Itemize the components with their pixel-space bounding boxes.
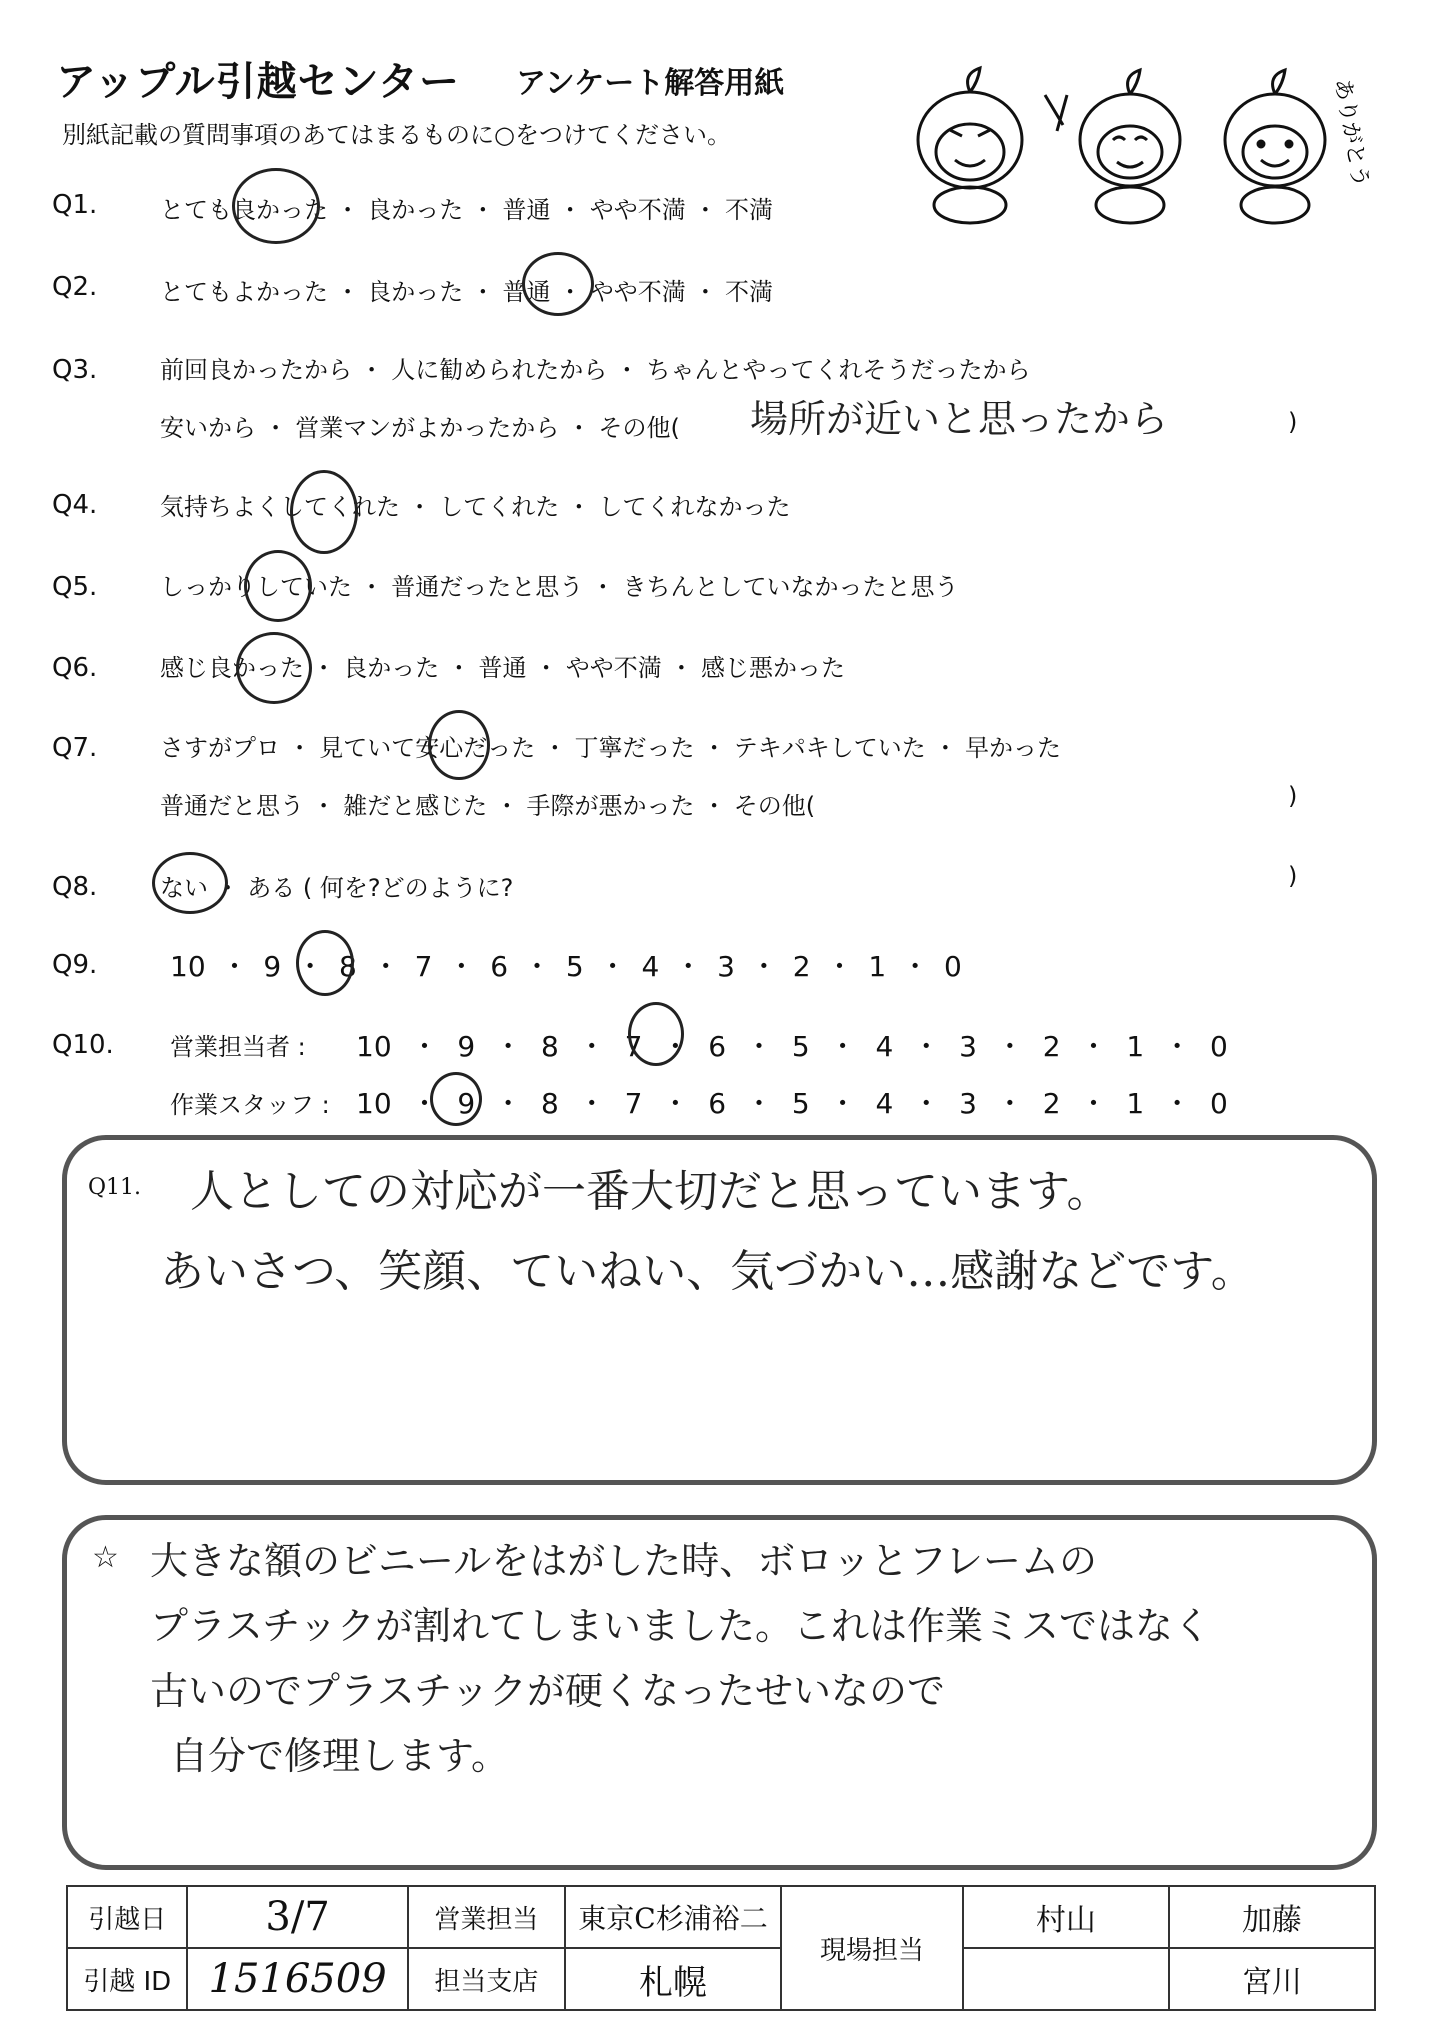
move-id-value: 1516509 bbox=[187, 1948, 407, 2010]
q7-answer-circle bbox=[428, 710, 490, 780]
q11-answer-line2: あいさつ、笑顔、ていねい、気づかい…感謝などです。 bbox=[160, 1246, 1255, 1297]
q10-staff-answer-circle bbox=[430, 1072, 482, 1126]
form-title: アップル引越センター bbox=[56, 59, 460, 105]
q10-staff-label: 作業スタッフ : bbox=[170, 1091, 330, 1119]
sales-label: 営業担当 bbox=[408, 1886, 565, 1948]
move-id-label: 引越 ID bbox=[67, 1948, 187, 2010]
q2-options: とてもよかった ・ 良かった ・ 普通 ・ やや不満 ・ 不満 bbox=[160, 278, 774, 306]
q10-staff-scale: 10 ・ 9 ・ 8 ・ 7 ・ 6 ・ 5 ・ 4 ・ 3 ・ 2 ・ 1 ・ 0 bbox=[356, 1087, 1228, 1120]
q1-label: Q1. bbox=[52, 190, 98, 220]
form-subtitle: アンケート解答用紙 bbox=[516, 66, 785, 101]
q5-label: Q5. bbox=[52, 572, 98, 602]
monkey-mascots-illustration bbox=[895, 40, 1373, 225]
q8-answer-circle bbox=[152, 852, 228, 914]
q3-other-answer: 場所が近いと思ったから bbox=[750, 397, 1169, 441]
q7-label: Q7. bbox=[52, 733, 98, 763]
q3-options-line1: 前回良かったから ・ 人に勧められたから ・ ちゃんとやってくれそうだったから bbox=[160, 356, 1031, 384]
comment-line2: プラスチックが割れてしまいました。これは作業ミスではなく bbox=[150, 1604, 1211, 1648]
q6-options: 感じ良かった ・ 良かった ・ 普通 ・ やや不満 ・ 感じ悪かった bbox=[160, 654, 846, 682]
sales-value: 東京C杉浦裕二 bbox=[565, 1886, 781, 1948]
q10-sales-answer-circle bbox=[628, 1002, 684, 1066]
q1-options: とても良かった ・ 良かった ・ 普通 ・ やや不満 ・ 不満 bbox=[160, 196, 774, 224]
q6-label: Q6. bbox=[52, 653, 98, 683]
q7-options-line2: 普通だと思う ・ 雑だと感じた ・ 手際が悪かった ・ その他( bbox=[160, 792, 816, 820]
site-value-empty bbox=[963, 1948, 1169, 2010]
q11-answer-line1: 人としての対応が一番大切だと思っています。 bbox=[190, 1166, 1111, 1217]
q1-answer-circle bbox=[232, 168, 320, 244]
q3-close-paren: ) bbox=[1288, 408, 1298, 436]
q7-close-paren: ) bbox=[1288, 782, 1298, 810]
q8-label: Q8. bbox=[52, 872, 98, 902]
q9-label: Q9. bbox=[52, 950, 98, 980]
q8-options: ない ・ ある ( 何を?どのように? bbox=[160, 874, 514, 902]
q3-label: Q3. bbox=[52, 355, 98, 385]
q10-sales-label: 営業担当者 : bbox=[170, 1033, 306, 1061]
site-value-3: 宮川 bbox=[1169, 1948, 1375, 2010]
q11-label: Q11. bbox=[88, 1175, 142, 1200]
q10-label: Q10. bbox=[52, 1030, 114, 1060]
footer-info-table bbox=[66, 1885, 1376, 2011]
star-icon: ☆ bbox=[92, 1540, 119, 1575]
move-date-label: 引越日 bbox=[67, 1886, 187, 1948]
q4-label: Q4. bbox=[52, 490, 98, 520]
move-date-value: 3/7 bbox=[187, 1886, 407, 1948]
q2-label: Q2. bbox=[52, 272, 98, 302]
site-value-1: 村山 bbox=[963, 1886, 1169, 1948]
q9-answer-circle bbox=[296, 930, 354, 996]
q4-options: 気持ちよくしてくれた ・ してくれた ・ してくれなかった bbox=[160, 493, 791, 521]
comment-line4: 自分で修理します。 bbox=[170, 1734, 509, 1778]
comment-line3: 古いのでプラスチックが硬くなったせいなので bbox=[150, 1669, 945, 1713]
branch-label: 担当支店 bbox=[408, 1948, 565, 2010]
q2-answer-circle bbox=[522, 252, 594, 316]
q5-options: しっかりしていた ・ 普通だったと思う ・ きちんとしていなかったと思う bbox=[160, 573, 959, 601]
thanks-text: ありがとう bbox=[1329, 76, 1373, 190]
q4-answer-circle bbox=[290, 470, 358, 554]
q7-options-line1: さすがプロ ・ 見ていて安心だった ・ 丁寧だった ・ テキパキしていた ・ 早かった bbox=[160, 734, 1062, 762]
q8-close-paren: ) bbox=[1288, 862, 1298, 890]
comment-line1: 大きな額のビニールをはがした時、ボロッとフレームの bbox=[150, 1539, 1097, 1583]
q3-options-line2: 安いから ・ 営業マンがよかったから ・ その他( bbox=[160, 414, 680, 442]
instruction-text: 別紙記載の質問事項のあてはまるものに○をつけてください。 bbox=[62, 121, 731, 149]
branch-value: 札幌 bbox=[565, 1948, 781, 2010]
q9-scale: 10 ・ 9 ・ 8 ・ 7 ・ 6 ・ 5 ・ 4 ・ 3 ・ 2 ・ 1 ・ 0 bbox=[170, 950, 962, 983]
q6-answer-circle bbox=[236, 632, 312, 704]
site-label: 現場担当 bbox=[781, 1886, 963, 2010]
q10-sales-scale: 10 ・ 9 ・ 8 ・ 7 ・ 6 ・ 5 ・ 4 ・ 3 ・ 2 ・ 1 ・ 0 bbox=[356, 1030, 1228, 1063]
q5-answer-circle bbox=[244, 550, 312, 622]
site-value-2: 加藤 bbox=[1169, 1886, 1375, 1948]
